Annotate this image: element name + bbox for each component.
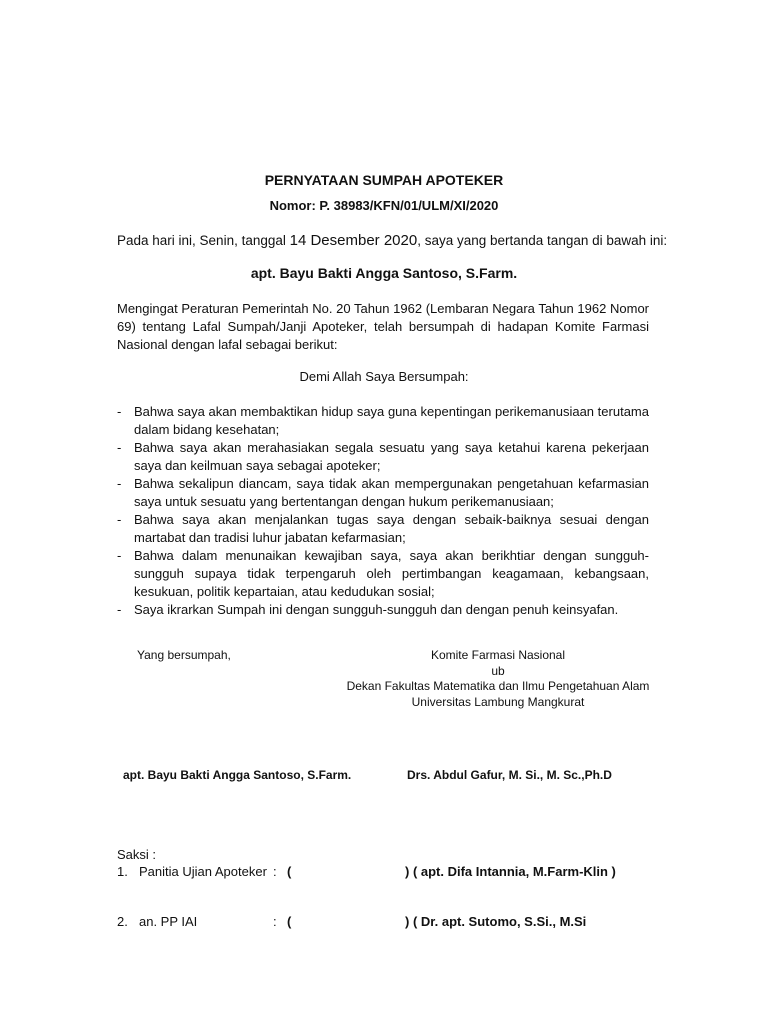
pharmacist-name: apt. Bayu Bakti Angga Santoso, S.Farm. [250, 265, 518, 281]
intro-after: , saya yang bertanda tangan di bawah ini: [417, 233, 668, 248]
witness-colon: : [273, 914, 277, 929]
oath-item [117, 511, 649, 547]
bullet-dash: - [117, 512, 122, 527]
witness-number: 2. [117, 914, 128, 929]
bullet-dash: - [117, 404, 122, 419]
witness-role: Panitia Ujian Apoteker [139, 864, 267, 879]
committee-line: ub [491, 663, 505, 678]
oath-item [117, 547, 649, 601]
bullet-dash: - [117, 602, 122, 617]
intro-line [117, 232, 667, 249]
oath-item [117, 475, 649, 511]
committee-line: Dekan Fakultas Matematika dan Ilmu Pengetahuan Alam [346, 679, 650, 693]
intro-before: Pada hari ini, Senin, tanggal [117, 233, 290, 248]
witness-name: ) ( apt. Difa Intannia, M.Farm-Klin ) [405, 864, 616, 879]
witness-colon: : [273, 864, 277, 879]
oath-item-text: Bahwa sekalipun diancam, saya tidak akan mempergunakan pengetahuan kefarmasian saya untuk sesuatu yang bertentangan dengan hukum perikemanusiaan; [134, 476, 649, 509]
witness-open-paren: ( [287, 864, 292, 879]
oath-item [117, 601, 649, 619]
oath-list [117, 403, 649, 619]
committee-line: Universitas Lambung Mangkurat [411, 694, 585, 709]
bullet-dash: - [117, 440, 122, 455]
signer-label: Yang bersumpah, [137, 648, 231, 662]
oath-item-text: Bahwa saya akan menjalankan tugas saya dengan sebaik-baiknya sesuai dengan martabat dan tradisi luhur jabatan kefarmasian; [134, 512, 649, 545]
oath-item-text: Bahwa dalam menunaikan kewajiban saya, saya akan berikhtiar dengan sungguh-sungguh supaya tidak terpengaruh oleh pertimbangan keagamaan, kebangsaan, kesukuan, politik kepartaian, atau kedudukan sosial; [134, 548, 649, 599]
oath-item [117, 439, 649, 475]
bullet-dash: - [117, 476, 122, 491]
document-number: Nomor: P. 38983/KFN/01/ULM/XI/2020 [269, 198, 499, 213]
witness-open-paren: ( [287, 914, 292, 929]
witness-name: ) ( Dr. apt. Sutomo, S.Si., M.Si [405, 914, 587, 929]
committee-line: Komite Farmasi Nasional [430, 648, 566, 662]
bullet-dash: - [117, 548, 122, 563]
legal-basis-paragraph: Mengingat Peraturan Pemerintah No. 20 Tahun 1962 (Lembaran Negara Tahun 1962 Nomor 69) tentang Lafal Sumpah/Janji Apoteker, telah bersumpah di hadapan Komite Farmasi Nasional dengan lafal sebagai berikut: [117, 301, 649, 352]
oath-item-text: Bahwa saya akan membaktikan hidup saya guna kepentingan perikemanusiaan terutama dalam bidang kesehatan; [134, 404, 649, 437]
witness-role: an. PP IAI [139, 914, 198, 929]
committee-block [330, 648, 666, 710]
document-title: PERNYATAAN SUMPAH APOTEKER [264, 172, 504, 188]
intro-date: 14 Desember 2020 [289, 232, 418, 249]
oath-item [117, 403, 649, 439]
oath-heading: Demi Allah Saya Bersumpah: [299, 369, 469, 384]
witness-number: 1. [117, 864, 128, 879]
dean-name: Drs. Abdul Gafur, M. Si., M. Sc.,Ph.D [407, 768, 612, 782]
oath-item-text: Saya ikrarkan Sumpah ini dengan sungguh-sungguh dan dengan penuh keinsyafan. [134, 602, 619, 617]
witness-label: Saksi : [117, 847, 157, 862]
oath-item-text: Bahwa saya akan merahasiakan segala sesuatu yang saya ketahui karena pekerjaan saya dan keilmuan saya sebagai apoteker; [134, 440, 649, 473]
signer-name: apt. Bayu Bakti Angga Santoso, S.Farm. [123, 768, 352, 782]
